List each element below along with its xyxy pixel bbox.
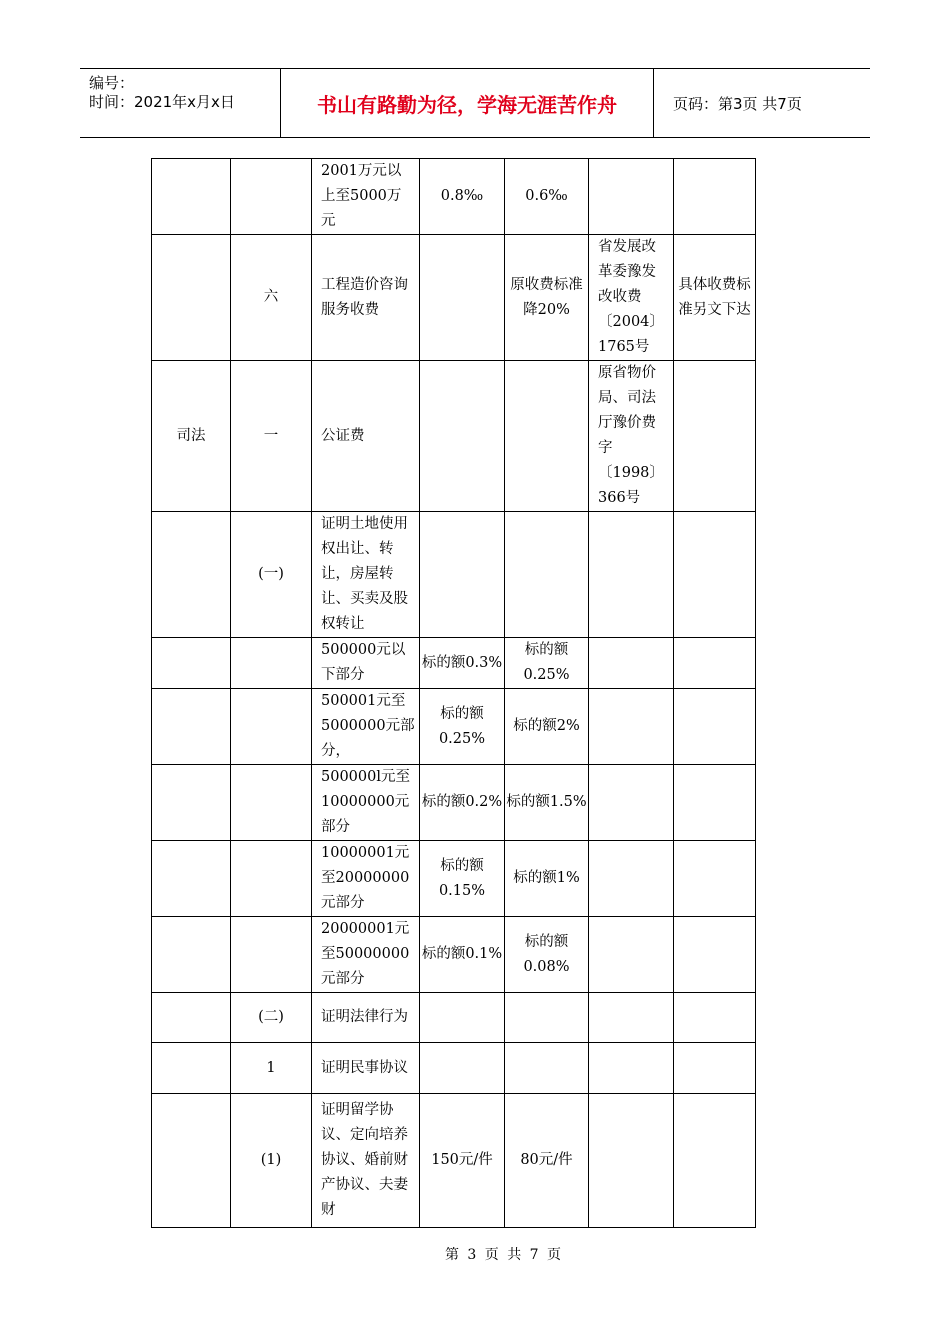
standard-cell: 标的额0.25%	[420, 689, 505, 765]
category-cell: 司法	[152, 361, 231, 512]
footer-page-number: 第 3 页 共 7 页	[444, 1247, 562, 1263]
standard-cell: 0.8‰	[420, 159, 505, 235]
item-cell: 公证费	[312, 361, 420, 512]
note-cell	[674, 689, 756, 765]
adjusted-standard-cell	[505, 993, 589, 1043]
index-cell: 六	[231, 235, 312, 361]
item-cell: 证明土地使用权出让、转让，房屋转让、买卖及股权转让	[312, 512, 420, 638]
adjusted-standard-cell	[505, 1043, 589, 1094]
note-cell	[674, 1043, 756, 1094]
table-row	[152, 993, 756, 1043]
table-row	[152, 638, 756, 689]
adjusted-standard-cell: 标的额1%	[505, 841, 589, 917]
category-cell	[152, 689, 231, 765]
category-cell	[152, 917, 231, 993]
adjusted-standard-cell: 标的额1.5%	[505, 765, 589, 841]
index-cell	[231, 638, 312, 689]
time-label: 时间：2021年x月x日	[89, 93, 235, 111]
note-cell	[674, 361, 756, 512]
table-row	[152, 1043, 756, 1094]
category-cell	[152, 993, 231, 1043]
item-cell: 500000l元至10000000元部分	[312, 765, 420, 841]
basis-cell: 省发展改革委豫发改收费〔2004〕1765号	[589, 235, 674, 361]
index-cell: 一	[231, 361, 312, 512]
page-header	[80, 68, 870, 138]
table-row	[152, 1094, 756, 1228]
standard-cell	[420, 235, 505, 361]
basis-cell	[589, 841, 674, 917]
note-cell	[674, 841, 756, 917]
index-cell	[231, 159, 312, 235]
table-row	[152, 512, 756, 638]
basis-cell: 原省物价局、司法厅豫价费字〔1998〕366号	[589, 361, 674, 512]
note-cell	[674, 765, 756, 841]
adjusted-standard-cell: 标的额2%	[505, 689, 589, 765]
standard-cell	[420, 993, 505, 1043]
item-cell: 500001元至5000000元部分，	[312, 689, 420, 765]
item-cell: 20000001元至50000000元部分	[312, 917, 420, 993]
header-meta	[80, 69, 281, 137]
basis-cell	[589, 512, 674, 638]
item-cell: 10000001元至20000000元部分	[312, 841, 420, 917]
standard-cell: 标的额0.1%	[420, 917, 505, 993]
note-cell	[674, 159, 756, 235]
item-cell: 证明留学协议、定向培养协议、婚前财产协议、夫妻财	[312, 1094, 420, 1228]
adjusted-standard-cell: 标的额0.08%	[505, 917, 589, 993]
category-cell	[152, 1094, 231, 1228]
index-cell	[231, 689, 312, 765]
note-cell	[674, 512, 756, 638]
item-cell: 工程造价咨询服务收费	[312, 235, 420, 361]
table-row	[152, 765, 756, 841]
adjusted-standard-cell	[505, 512, 589, 638]
number-label: 编号：	[89, 74, 135, 92]
category-cell	[152, 235, 231, 361]
category-cell	[152, 841, 231, 917]
category-cell	[152, 159, 231, 235]
table-row	[152, 841, 756, 917]
basis-cell	[589, 638, 674, 689]
standard-cell	[420, 361, 505, 512]
category-cell	[152, 1043, 231, 1094]
item-cell: 证明民事协议	[312, 1043, 420, 1094]
basis-cell	[589, 765, 674, 841]
table-row	[152, 361, 756, 512]
index-cell	[231, 917, 312, 993]
category-cell	[152, 638, 231, 689]
table-row	[152, 235, 756, 361]
table-row	[152, 159, 756, 235]
adjusted-standard-cell	[505, 361, 589, 512]
standard-cell	[420, 1043, 505, 1094]
index-cell	[231, 765, 312, 841]
page-info-text: 页码：第3页 共7页	[673, 94, 802, 113]
category-cell	[152, 765, 231, 841]
adjusted-standard-cell: 80元/件	[505, 1094, 589, 1228]
basis-cell	[589, 993, 674, 1043]
note-cell: 具体收费标准另文下达	[674, 235, 756, 361]
index-cell: (二)	[231, 993, 312, 1043]
basis-cell	[589, 917, 674, 993]
fee-table	[151, 158, 756, 1228]
adjusted-standard-cell: 原收费标准降20%	[505, 235, 589, 361]
basis-cell	[589, 689, 674, 765]
note-cell	[674, 638, 756, 689]
index-cell: (一)	[231, 512, 312, 638]
basis-cell	[589, 159, 674, 235]
standard-cell: 标的额0.15%	[420, 841, 505, 917]
table-row	[152, 689, 756, 765]
note-cell	[674, 993, 756, 1043]
standard-cell	[420, 512, 505, 638]
item-cell: 证明法律行为	[312, 993, 420, 1043]
header-motto: 书山有路勤为径，学海无涯苦作舟	[281, 69, 654, 137]
index-cell: 1	[231, 1043, 312, 1094]
item-cell: 500000元以下部分	[312, 638, 420, 689]
header-page-info	[664, 69, 870, 137]
note-cell	[674, 917, 756, 993]
index-cell: (1)	[231, 1094, 312, 1228]
standard-cell: 150元/件	[420, 1094, 505, 1228]
page-footer	[0, 1244, 950, 1264]
adjusted-standard-cell: 标的额0.25%	[505, 638, 589, 689]
item-cell: 2001万元以上至5000万元	[312, 159, 420, 235]
standard-cell: 标的额0.3%	[420, 638, 505, 689]
index-cell	[231, 841, 312, 917]
category-cell	[152, 512, 231, 638]
table-row	[152, 917, 756, 993]
standard-cell: 标的额0.2%	[420, 765, 505, 841]
basis-cell	[589, 1094, 674, 1228]
adjusted-standard-cell: 0.6‰	[505, 159, 589, 235]
note-cell	[674, 1094, 756, 1228]
basis-cell	[589, 1043, 674, 1094]
